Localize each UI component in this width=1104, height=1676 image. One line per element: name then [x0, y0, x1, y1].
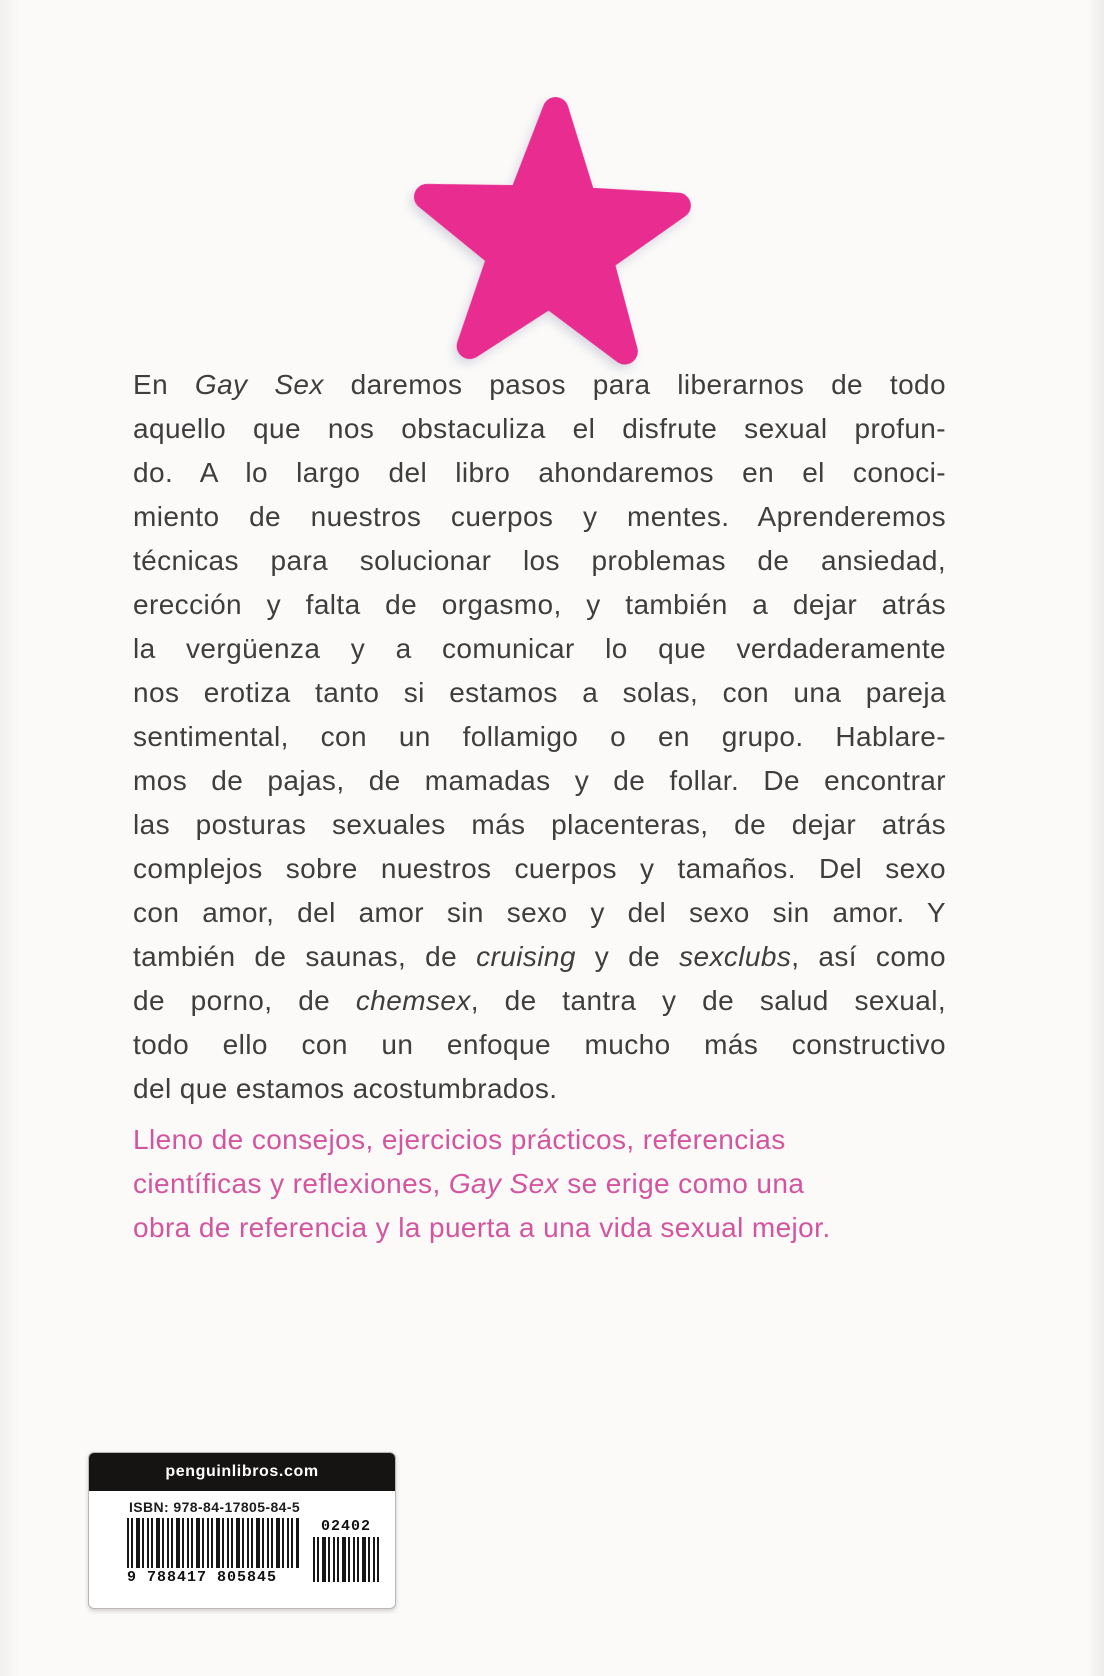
- text-line: las posturas sexuales más placenteras, de dejar atrás: [133, 809, 946, 840]
- barcode-panel: [88, 1452, 396, 1609]
- text-line: mos de pajas, de mamadas y de follar. De encontrar: [133, 765, 946, 796]
- text-line: todo ello con un enfoque mucho más constructivo: [133, 1029, 946, 1060]
- text-line: de porno, de chemsex, de tantra y de salud sexual,: [133, 985, 946, 1016]
- barcode-row: [127, 1518, 395, 1586]
- ean-barcode-icon: [127, 1518, 299, 1568]
- star-icon: [386, 77, 717, 408]
- isbn-label: ISBN: 978-84-17805-84-5: [129, 1499, 301, 1515]
- synopsis-paragraph: [133, 363, 946, 1111]
- text-line: Lleno de consejos, ejercicios prácticos, referencias: [133, 1124, 786, 1155]
- ean-digits: 9 788417 805845: [127, 1569, 278, 1586]
- text-line: la vergüenza y a comunicar lo que verdaderamente: [133, 633, 946, 664]
- text-line: obra de referencia y la puerta a una vida sexual mejor.: [133, 1212, 831, 1243]
- addon-code: 02402: [320, 1518, 371, 1535]
- text-line: del que estamos acostumbrados.: [133, 1073, 558, 1104]
- text-line: erección y falta de orgasmo, y también a dejar atrás: [133, 589, 946, 620]
- text-line: miento de nuestros cuerpos y mentes. Aprenderemos: [133, 501, 946, 532]
- text-line: con amor, del amor sin sexo y del sexo sin amor. Y: [133, 897, 946, 928]
- text-line: aquello que nos obstaculiza el disfrute sexual profun-: [133, 413, 946, 444]
- text-line: do. A lo largo del libro ahondaremos en el conoci-: [133, 457, 946, 488]
- text-line: nos erotiza tanto si estamos a solas, con una pareja: [133, 677, 946, 708]
- publisher-website-bar: [89, 1453, 395, 1491]
- text-line: sentimental, con un follamigo o en grupo. Hablare-: [133, 721, 946, 752]
- text-line: En Gay Sex daremos pasos para liberarnos de todo: [133, 369, 946, 400]
- text-line: complejos sobre nuestros cuerpos y tamaños. Del sexo: [133, 853, 946, 884]
- publisher-website-label: penguinlibros.com: [165, 1463, 319, 1480]
- highlight-paragraph: [133, 1118, 946, 1250]
- addon-barcode-block: [313, 1518, 379, 1582]
- text-line: técnicas para solucionar los problemas de ansiedad,: [133, 545, 946, 576]
- text-line: científicas y reflexiones, Gay Sex se erige como una: [133, 1168, 805, 1199]
- addon-barcode-icon: [313, 1537, 379, 1582]
- text-line: también de saunas, de cruising y de sexclubs, así como: [133, 941, 946, 972]
- ean-barcode-block: [127, 1518, 299, 1586]
